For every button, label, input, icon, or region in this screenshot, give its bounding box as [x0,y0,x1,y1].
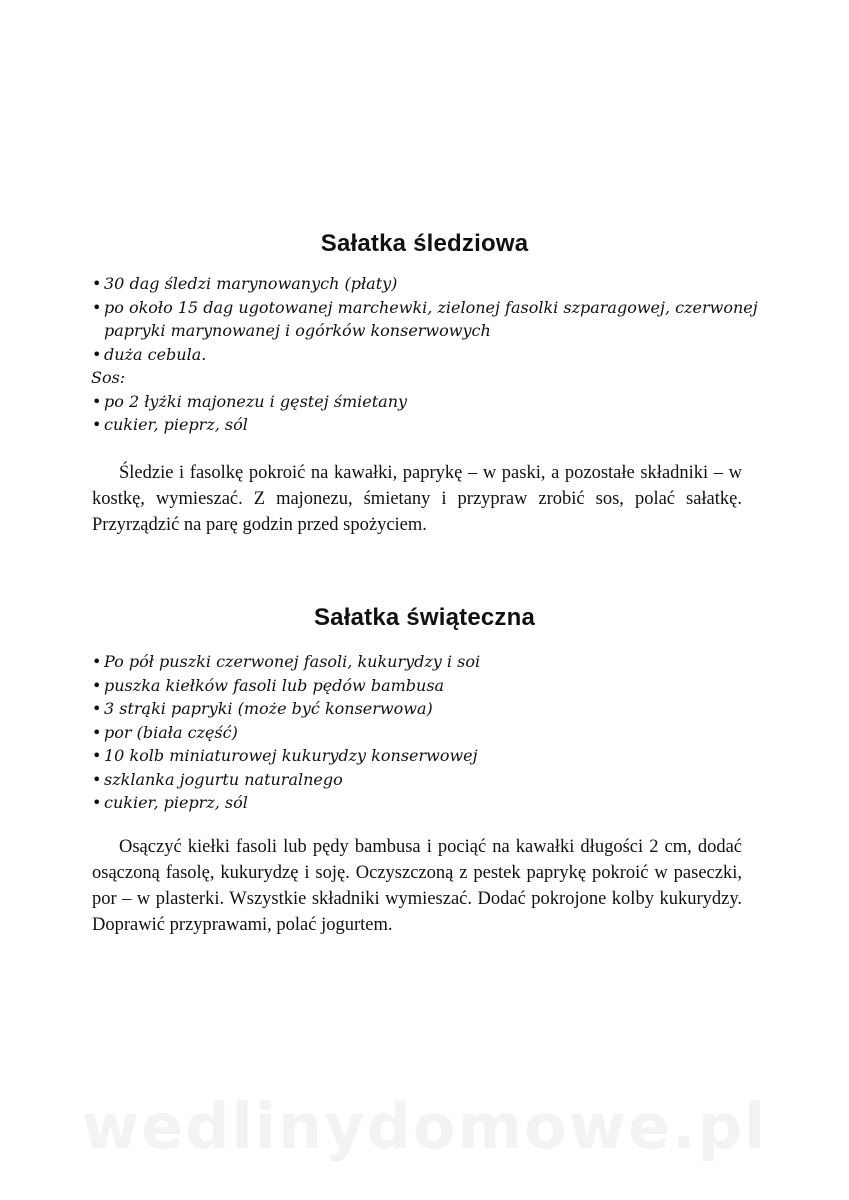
recipe-salatka-swiateczna [0,600,849,935]
bullet-icon: • [92,793,102,812]
bullet-icon: • [92,415,102,434]
bullet-icon: • [92,652,102,671]
ingredient-item: • Po pół puszki czerwonej fasoli, kukurydzy i soi [92,650,772,674]
bullet-icon: • [92,675,102,695]
recipe-method: Śledzie i fasolkę pokroić na kawałki, paprykę – w paski, a pozostałe składniki – w kostkę, wymieszać. Z majonezu, śmietany i przypraw zrobić sos, polać sałatkę. Przyrządzić na parę godzin przed spożyciem. [92,463,742,535]
recipe-title: Sałatka świąteczna [313,604,536,631]
bullet-icon: • [92,769,102,789]
bullet-icon: • [92,297,102,317]
recipe-method: Osączyć kiełki fasoli lub pędy bambusa i pociąć na kawałki długości 2 cm, dodać osączoną fasolę, kukurydzę i soję. Oczyszczoną z pestek paprykę pokroić w paseczki, por – w plasterki. Wszystkie składniki wymieszać. Dodać pokrojone kolby kukurydzy. Doprawić przyprawami, polać jogurtem. [92,837,742,935]
watermark: wedlinydomowe.pl [81,1090,768,1163]
ingredient-item: • cukier, pieprz, sól [92,791,772,815]
bullet-icon: • [92,722,102,742]
ingredient-item: • duża cebula. [92,343,772,367]
ingredient-list [92,650,772,815]
ingredient-list [92,272,772,437]
ingredient-item: • 10 kolb miniaturowej kukurydzy konserwowej [92,744,772,768]
ingredient-item: • szklanka jogurtu naturalnego [92,768,772,792]
ingredient-item: • 3 strąki papryki (może być konserwowa) [92,697,772,721]
ingredient-item: • po około 15 dag ugotowanej marchewki, zielonej fasolki szparagowej, czerwonej papryki marynowanej i ogórków konserwowych [92,297,758,340]
ingredient-item: • por (biała część) [92,721,772,745]
ingredient-item: • 30 dag śledzi marynowanych (płaty) [92,272,772,296]
bullet-icon: • [92,274,102,293]
sauce-label: Sos: [91,368,126,387]
recipe-title: Sałatka śledziowa [320,230,529,257]
recipe-salatka-sledziowa [0,226,849,535]
bullet-icon: • [92,391,102,411]
sauce-ingredient-item: • cukier, pieprz, sól [92,413,772,437]
sauce-ingredient-item: • po 2 łyżki majonezu i gęstej śmietany [92,390,772,414]
bullet-icon: • [92,699,102,718]
bullet-icon: • [92,746,102,765]
ingredient-item: • puszka kiełków fasoli lub pędów bambusa [92,674,772,698]
bullet-icon: • [92,344,102,364]
